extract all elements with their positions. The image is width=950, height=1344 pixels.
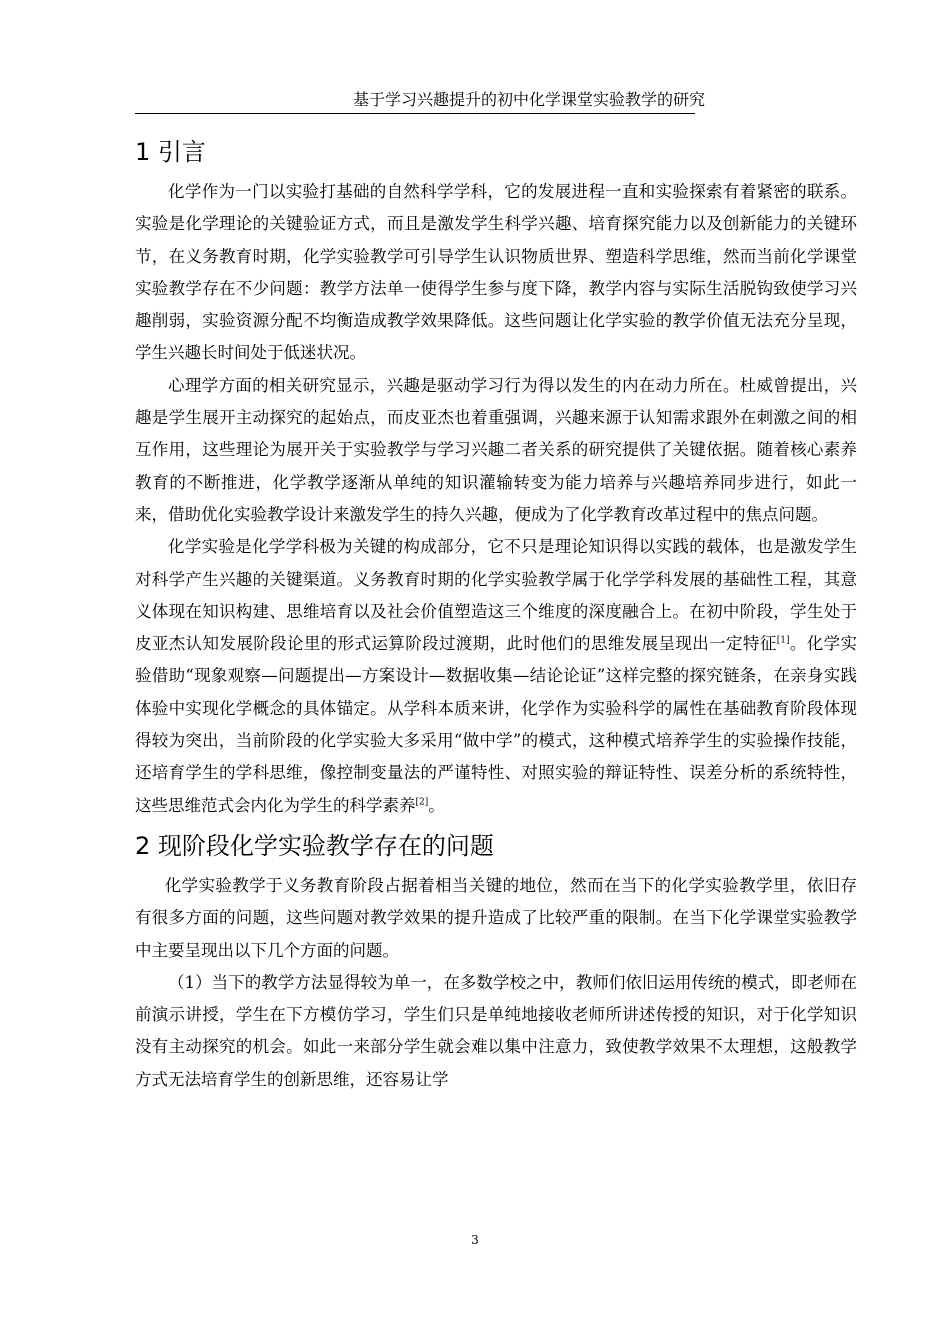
paragraph-text: 。 xyxy=(428,795,445,815)
section-heading-introduction: 1 引言 xyxy=(135,138,206,166)
paragraph-text: 。化学实验借助“现象观察—问题提出—方案设计—数据收集—结论论证”这样完整的探究链条，在亲身实践体验中实现化学概念的具体锚定。从学科本质来讲，化学作为实验科学的属性在基础教育阶段体现得较为突出，当前阶段的化学实验大多采用“做中学”的模式，这种模式培养学生的实验操作技能，还培育学生的学科思维，像控制变量法的严谨特性、对照实验的辩证特性、误差分析的系统特性，这些思维范式会内化为学生的科学素养 xyxy=(135,634,858,815)
paragraph xyxy=(135,531,857,822)
citation-ref[interactable]: [2] xyxy=(415,797,429,808)
page-number: 3 xyxy=(471,1233,479,1247)
body-content xyxy=(135,132,857,1096)
running-header xyxy=(135,88,855,114)
header-rule xyxy=(135,113,695,114)
paragraph-text: 化学实验是化学学科极为关键的构成部分，它不只是理论知识得以实践的载体，也是激发学生对科学产生兴趣的关键渠道。义务教育时期的化学实验教学属于化学学科发展的基础性工程，其意义体现在知识构建、思维培育以及社会价值塑造这三个维度的深度融合上。在初中阶段，学生处于皮亚杰认知发展阶段论里的形式运算阶段过渡期，此时他们的思维发展呈现出一定特征 xyxy=(135,537,857,654)
paragraph: 心理学方面的相关研究显示，兴趣是驱动学习行为得以发生的内在动力所在。杜威曾提出，兴趣是学生展开主动探究的起始点，而皮亚杰也着重强调，兴趣来源于认知需求跟外在刺激之间的相互作用，这些理论为展开关于实验教学与学习兴趣二者关系的研究提供了关键依据。随着核心素养教育的不断推进，化学教学逐渐从单纯的知识灌输转变为能力培养与兴趣培养同步进行，如此一来，借助优化实验教学设计来激发学生的持久兴趣，便成为了化学教育改革过程中的焦点问题。 xyxy=(135,375,857,524)
citation-ref[interactable]: [1] xyxy=(776,635,790,646)
paragraph: （1）当下的教学方法显得较为单一，在多数学校之中，教师们依旧运用传统的模式，即老师在前演示讲授，学生在下方模仿学习，学生们只是单纯地接收老师所讲述传授的知识，对于化学知识没有主动探究的机会。如此一来部分学生就会难以集中注意力，致使教学效果不太理想，这般教学方式无法培育学生的创新思维，还容易让学 xyxy=(135,972,857,1089)
paragraph: 化学作为一门以实验打基础的自然科学学科，它的发展进程一直和实验探索有着紧密的联系。实验是化学理论的关键验证方式，而且是激发学生科学兴趣、培育探究能力以及创新能力的关键环节，在义务教育时期，化学实验教学可引导学生认识物质世界、塑造科学思维，然而当前化学课堂实验教学存在不少问题：教学方法单一使得学生参与度下降，教学内容与实际生活脱钩致使学习兴趣削弱，实验资源分配不均衡造成教学效果降低。这些问题让化学实验的教学价值无法充分呈现，学生兴趣长时间处于低迷状况。 xyxy=(135,182,857,363)
paragraph: 化学实验教学于义务教育阶段占据着相当关键的地位，然而在当下的化学实验教学里，依旧存有很多方面的问题，这些问题对教学效果的提升造成了比较严重的限制。在当下化学课堂实验教学中主要呈现出以下几个方面的问题。 xyxy=(135,875,857,960)
section-heading-problems: 2 现阶段化学实验教学存在的问题 xyxy=(135,831,494,860)
running-title: 基于学习兴趣提升的初中化学课堂实验教学的研究 xyxy=(352,90,705,109)
